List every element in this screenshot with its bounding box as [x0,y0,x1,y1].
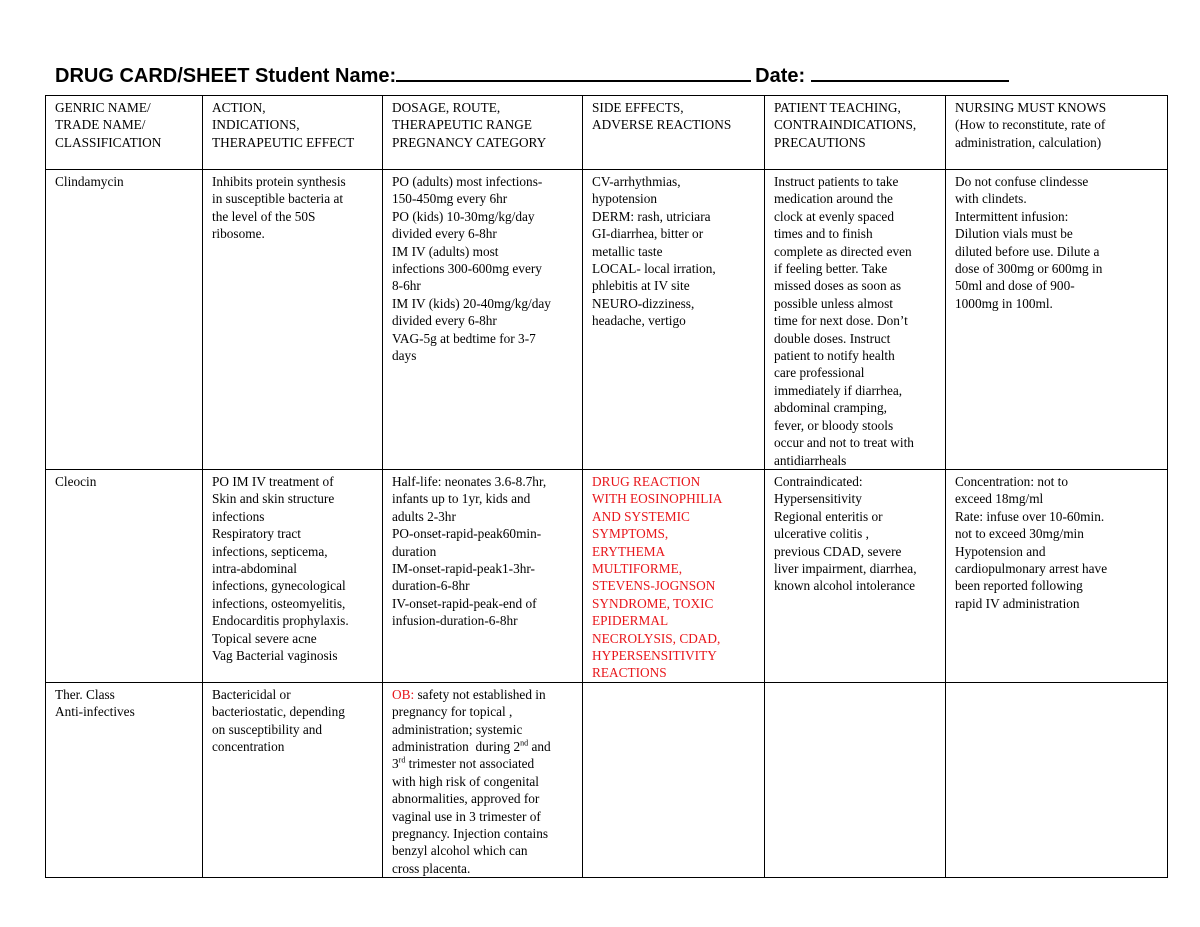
cell-line: Half-life: neonates 3.6-8.7hr, [392,473,547,489]
cell-name [46,170,203,470]
cell-line: divided every 6-8hr [392,226,497,242]
cell-line: DERM: rash, utriciara [592,208,711,224]
cell-line: Vag Bacterial vaginosis [212,647,338,663]
cell-line: Bactericidal or [212,686,291,702]
cell-line: 50ml and dose of 900- [955,278,1075,294]
cell-line: on susceptibility and [212,721,323,737]
cell-action [203,170,383,470]
cell-side-effects [583,170,765,470]
cell-name [46,469,203,682]
cell-line: in susceptible bacteria at [212,191,344,207]
cell-line: benzyl alcohol which can [392,843,528,859]
cell-line: possible unless almost [774,295,893,311]
cell-line: PO IM IV treatment of [212,473,334,489]
cell-line: double doses. Instruct [774,330,891,346]
header-row [46,96,1168,170]
cell-line: cross placenta. [392,860,471,876]
cell-line: Clindamycin [55,174,124,189]
header-cell-dosage: DOSAGE, ROUTE, THERAPEUTIC RANGE PREGNANCY CATEGORY [383,96,583,170]
cell-line: VAG-5g at bedtime for 3-7 [392,330,536,346]
header-cell-side-effects: SIDE EFFECTS, ADVERSE REACTIONS [583,96,765,170]
cell-nursing [946,682,1168,877]
drug-card-table [45,95,1168,878]
header-cell-action: ACTION, INDICATIONS, THERAPEUTIC EFFECT [203,96,383,170]
cell-line: PO (kids) 10-30mg/kg/day [392,208,535,224]
cell-line: WITH EOSINOPHILIA [592,491,723,507]
cell-line: infections, septicema, [212,543,328,559]
cell-line: cardiopulmonary arrest have [955,560,1108,576]
cell-line: ERYTHEMA [592,543,666,559]
cell-line: Skin and skin structure [212,491,335,507]
cell-line: NECROLYSIS, CDAD, [592,630,721,646]
cell-line: occur and not to treat with [774,435,914,451]
cell-line: divided every 6-8hr [392,313,497,329]
cell-line: immediately if diarrhea, [774,382,903,398]
cell-line: with high risk of congenital [392,773,539,789]
cell-line: HYPERSENSITIVITY [592,647,717,663]
cell-line: PO-onset-rapid-peak60min- [392,526,542,542]
cell-line: not to exceed 30mg/min [955,526,1084,542]
cell-line: Regional enteritis or [774,508,883,524]
cell-line: antidiarrheals [774,452,847,468]
cell-line: metallic taste [592,243,663,259]
cell-line: Cleocin [55,473,97,489]
ob-label: OB: [392,686,415,702]
cell-teaching [765,682,946,877]
cell-line: SYNDROME, TOXIC [592,595,714,611]
cell-line: Rate: infuse over 10-60min. [955,508,1105,524]
cell-line: Hypersensitivity [774,491,862,507]
date-blank [811,63,1009,82]
header-cell-teaching: PATIENT TEACHING, CONTRAINDICATIONS, PRECAUTIONS [765,96,946,170]
cell-line: 1000mg in 100ml. [955,295,1053,311]
cell-line: hypotension [592,191,658,207]
cell-line: vaginal use in 3 trimester of [392,808,541,824]
cell-line: ulcerative colitis , [774,526,869,542]
cell-line: Respiratory tract [212,526,301,542]
cell-line: MULTIFORME, [592,560,683,576]
title-label: DRUG CARD/SHEET Student Name: [55,65,397,87]
cell-line: 150-450mg every 6hr [392,191,508,207]
table-row [46,682,1168,877]
cell-line: AND SYSTEMIC [592,508,690,524]
cell-line: infusion-duration-6-8hr [392,613,518,629]
cell-name [46,682,203,877]
cell-line: SYMPTOMS, [592,526,669,542]
cell-line: Ther. Class [55,686,115,702]
cell-line: 8-6hr [392,278,421,294]
table-row [46,469,1168,682]
cell-action [203,682,383,877]
cell-line: PO (adults) most infections- [392,174,543,189]
cell-teaching [765,170,946,470]
table-row [46,170,1168,470]
cell-line: clock at evenly spaced [774,208,894,224]
page-title [55,63,1009,88]
cell-line: missed doses as soon as [774,278,902,294]
cell-line: infants up to 1yr, kids and [392,491,531,507]
cell-teaching [765,469,946,682]
cell-line: abdominal cramping, [774,400,887,416]
date-label: Date: [755,65,806,87]
cell-dosage [383,170,583,470]
cell-nursing [946,469,1168,682]
cell-line: EPIDERMAL [592,613,669,629]
cell-line: duration-6-8hr [392,578,470,594]
cell-line: infections [212,508,265,524]
cell-line: IM IV (kids) 20-40mg/kg/day [392,295,551,311]
cell-line: times and to finish [774,226,873,242]
cell-line: known alcohol intolerance [774,578,916,594]
cell-line: STEVENS-JOGNSON [592,578,716,594]
cell-line: days [392,348,417,364]
student-name-blank [396,63,751,82]
cell-line: DRUG REACTION [592,473,701,489]
cell-line: IM-onset-rapid-peak1-3hr- [392,560,535,576]
cell-line: Inhibits protein synthesis [212,174,346,189]
cell-line: CV-arrhythmias, [592,174,681,189]
cell-line: abnormalities, approved for [392,791,540,807]
cell-line: exceed 18mg/ml [955,491,1044,507]
cell-line: Topical severe acne [212,630,317,646]
cell-line: adults 2-3hr [392,508,456,524]
cell-line: Dilution vials must be [955,226,1073,242]
cell-line: phlebitis at IV site [592,278,690,294]
header-cell-nursing: NURSING MUST KNOWS (How to reconstitute, rate of administration, calculation) [946,96,1168,170]
cell-line: Anti-infectives [55,704,135,720]
cell-line: previous CDAD, severe [774,543,902,559]
cell-line: pregnancy. Injection contains [392,826,549,842]
cell-line: IM IV (adults) most [392,243,499,259]
cell-line: GI-diarrhea, bitter or [592,226,704,242]
cell-line: Instruct patients to take [774,174,899,189]
cell-line: patient to notify health [774,348,895,364]
cell-side-effects [583,682,765,877]
cell-line: with clindets. [955,191,1027,207]
cell-line: been reported following [955,578,1083,594]
cell-line: infections, osteomyelitis, [212,595,346,611]
cell-line: if feeling better. Take [774,261,888,277]
cell-dosage [383,469,583,682]
cell-line: medication around the [774,191,893,207]
cell-line: headache, vertigo [592,313,686,329]
cell-line: ribosome. [212,226,265,242]
cell-line: liver impairment, diarrhea, [774,560,917,576]
cell-line: Do not confuse clindesse [955,174,1089,189]
cell-nursing [946,170,1168,470]
cell-line: Intermittent infusion: [955,208,1069,224]
cell-side-effects [583,469,765,682]
cell-line: time for next dose. Don’t [774,313,908,329]
cell-line: concentration [212,739,285,754]
cell-line: complete as directed even [774,243,912,259]
cell-line: infections 300-600mg every [392,261,542,277]
cell-line: infections, gynecological [212,578,346,594]
cell-line: Endocarditis prophylaxis. [212,613,349,629]
cell-line: dose of 300mg or 600mg in [955,261,1103,277]
cell-line: intra-abdominal [212,560,297,576]
cell-line: IV-onset-rapid-peak-end of [392,595,537,611]
cell-line: diluted before use. Dilute a [955,243,1100,259]
cell-line: duration [392,543,437,559]
cell-line: the level of the 50S [212,208,316,224]
cell-line: Hypotension and [955,543,1046,559]
cell-line: Concentration: not to [955,473,1069,489]
cell-line: bacteriostatic, depending [212,704,345,720]
cell-line: LOCAL- local irration, [592,261,716,277]
cell-line: Contraindicated: [774,473,863,489]
header-cell-generic: GENRIC NAME/ TRADE NAME/ CLASSIFICATION [46,96,203,170]
cell-line: NEURO-dizziness, [592,295,695,311]
cell-line: fever, or bloody stools [774,417,894,433]
cell-action [203,469,383,682]
cell-dosage: OB: safety not established in pregnancy for topical , administration; systemic administration during 2nd and 3rd trimester not associated with high risk of congenital abnormalities, approved for vaginal use in 3 trimester of pregnancy. Injection contains benzyl alcohol which can cross placenta. [383,682,583,877]
cell-line: rapid IV administration [955,595,1080,611]
cell-line: care professional [774,365,865,381]
cell-line: REACTIONS [592,665,667,681]
